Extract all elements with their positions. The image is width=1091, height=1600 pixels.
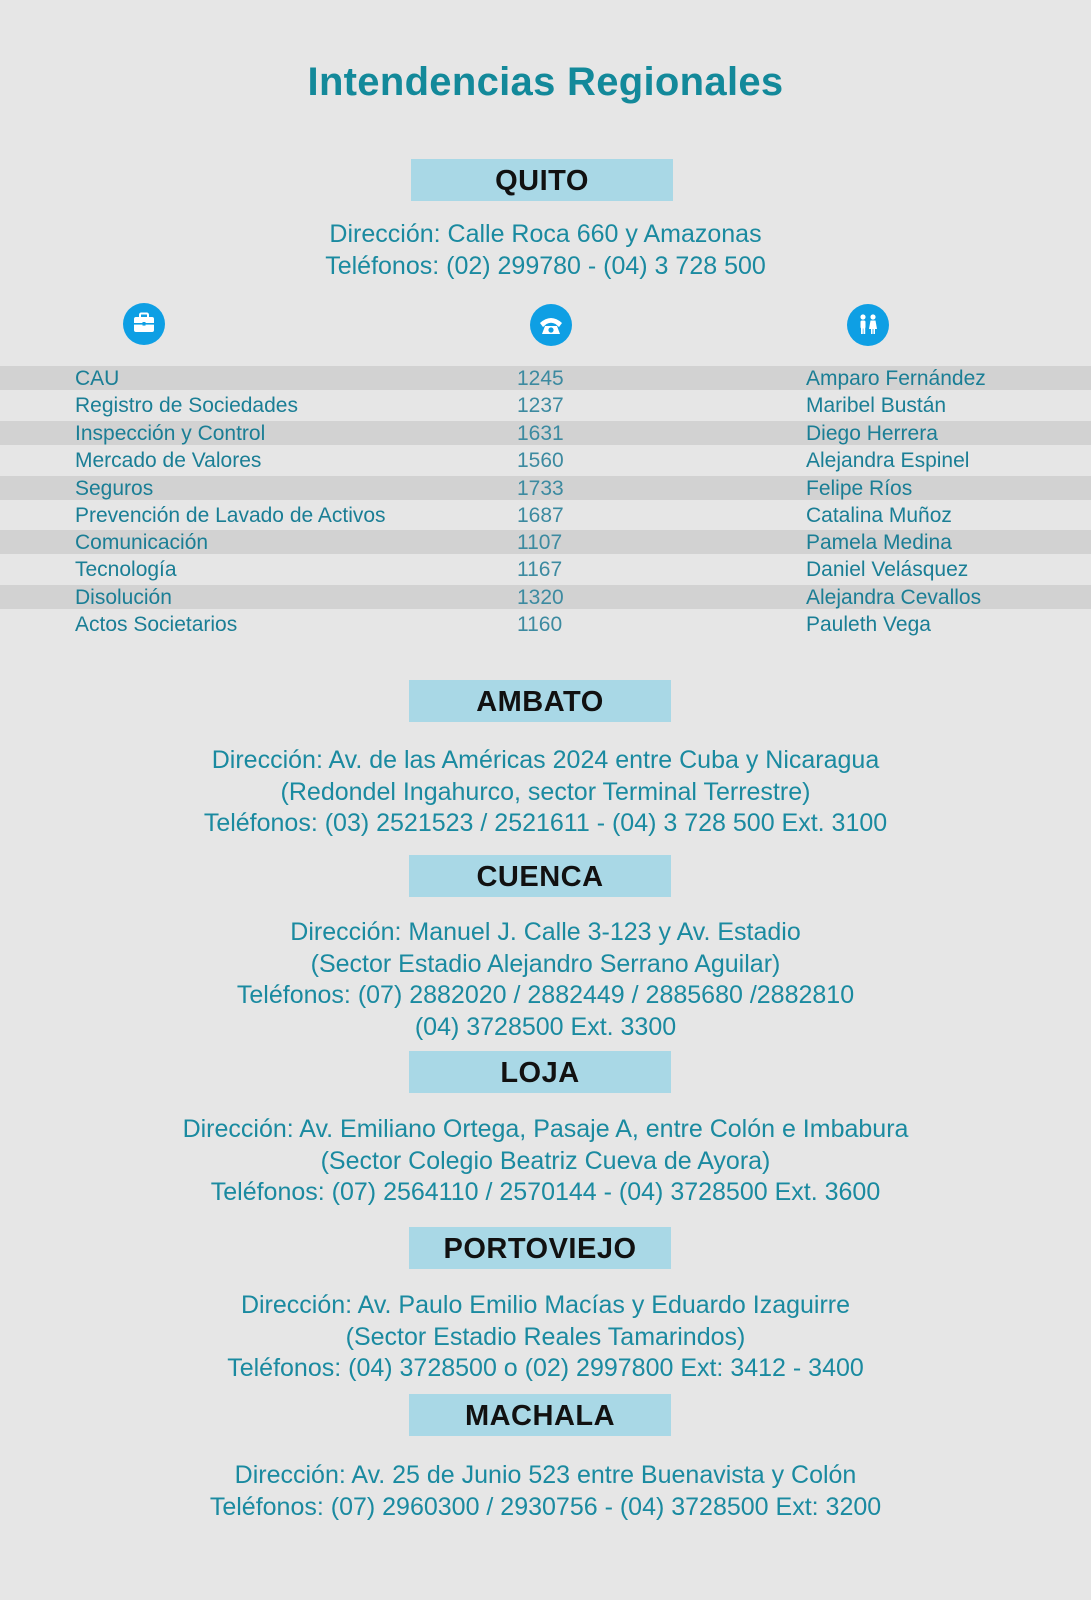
- portoviejo-info: [0, 1290, 1091, 1385]
- area-cell: Inspección y Control: [75, 422, 266, 445]
- city-label-machala: MACHALA: [409, 1394, 671, 1436]
- extension-cell: 1167: [517, 558, 563, 581]
- table-row: [0, 476, 1091, 500]
- contact-name-cell: Pauleth Vega: [806, 613, 931, 636]
- ambato-phones: Teléfonos: (03) 2521523 / 2521611 - (04) 3 728 500 Ext. 3100: [203, 809, 888, 837]
- area-cell: Registro de Sociedades: [75, 394, 298, 417]
- telephone-icon: [530, 304, 572, 346]
- extension-cell: 1320: [517, 586, 564, 609]
- page-title: Intendencias Regionales: [307, 60, 784, 104]
- contact-name-cell: Daniel Velásquez: [806, 558, 969, 581]
- extension-cell: 1107: [517, 531, 563, 554]
- cuenca-phones: Teléfonos: (07) 2882020 / 2882449 / 2885680 /2882810: [236, 981, 855, 1009]
- cuenca-phones-ext: (04) 3728500 Ext. 3300: [414, 1012, 677, 1041]
- area-cell: Comunicación: [75, 531, 209, 554]
- extension-cell: 1687: [517, 504, 564, 527]
- loja-reference: (Sector Colegio Beatriz Cueva de Ayora): [320, 1146, 771, 1175]
- portoviejo-address: Dirección: Av. Paulo Emilio Macías y Eduardo Izaguirre: [240, 1291, 851, 1319]
- loja-info: [0, 1114, 1091, 1209]
- area-cell: CAU: [75, 367, 120, 390]
- table-row: [0, 585, 1091, 609]
- extension-cell: 1631: [517, 422, 564, 445]
- ambato-reference: (Redondel Ingahurco, sector Terminal Terrestre): [280, 777, 811, 806]
- table-row: [0, 421, 1091, 445]
- table-row: [0, 503, 1091, 527]
- contact-name-cell: Pamela Medina: [806, 531, 952, 554]
- city-label-loja: LOJA: [409, 1051, 671, 1093]
- people-icon: [847, 304, 889, 346]
- city-label-quito: QUITO: [411, 159, 673, 201]
- ambato-address: Dirección: Av. de las Américas 2024 entre Cuba y Nicaragua: [211, 746, 880, 774]
- loja-address: Dirección: Av. Emiliano Ortega, Pasaje A, entre Colón e Imbabura: [182, 1115, 909, 1143]
- contact-name-cell: Felipe Ríos: [806, 477, 913, 500]
- city-label-cuenca: CUENCA: [409, 855, 671, 897]
- cuenca-info: [0, 917, 1091, 1043]
- extension-cell: 1237: [517, 394, 564, 417]
- machala-phones: Teléfonos: (07) 2960300 / 2930756 - (04) 3728500 Ext: 3200: [209, 1492, 882, 1521]
- contact-name-cell: Diego Herrera: [806, 422, 938, 445]
- quito-address: Dirección: Calle Roca 660 y Amazonas: [329, 220, 762, 248]
- cuenca-address: Dirección: Manuel J. Calle 3-123 y Av. Estadio: [290, 918, 801, 946]
- contact-name-cell: Amparo Fernández: [806, 367, 986, 390]
- loja-phones: Teléfonos: (07) 2564110 / 2570144 - (04) 3728500 Ext. 3600: [210, 1178, 881, 1206]
- extension-cell: 1733: [517, 477, 564, 500]
- area-cell: Tecnología: [75, 558, 177, 581]
- machala-address: Dirección: Av. 25 de Junio 523 entre Buenavista y Colón: [234, 1461, 857, 1489]
- city-label-ambato: AMBATO: [409, 680, 671, 722]
- ambato-info: [0, 745, 1091, 840]
- area-cell: Mercado de Valores: [75, 449, 262, 472]
- contact-name-cell: Maribel Bustán: [806, 394, 947, 417]
- table-row: [0, 393, 1091, 417]
- cuenca-reference: (Sector Estadio Alejandro Serrano Aguilar): [310, 949, 781, 978]
- machala-info: [0, 1460, 1091, 1523]
- contact-name-cell: Catalina Muñoz: [806, 504, 952, 527]
- table-row: [0, 612, 1091, 636]
- contact-name-cell: Alejandra Espinel: [806, 449, 970, 472]
- table-row: [0, 448, 1091, 472]
- portoviejo-reference: (Sector Estadio Reales Tamarindos): [345, 1322, 746, 1351]
- area-cell: Prevención de Lavado de Activos: [75, 504, 386, 527]
- briefcase-icon: [123, 303, 165, 345]
- area-cell: Disolución: [75, 586, 172, 609]
- table-row: [0, 530, 1091, 554]
- area-cell: Actos Societarios: [75, 613, 238, 636]
- extension-cell: 1560: [517, 449, 564, 472]
- area-cell: Seguros: [75, 477, 154, 500]
- contact-name-cell: Alejandra Cevallos: [806, 586, 982, 609]
- extension-cell: 1245: [517, 367, 564, 390]
- city-label-portoviejo: PORTOVIEJO: [409, 1227, 671, 1269]
- portoviejo-phones: Teléfonos: (04) 3728500 o (02) 2997800 Ext: 3412 - 3400: [227, 1354, 864, 1382]
- quito-info: [0, 219, 1091, 282]
- table-row: [0, 557, 1091, 581]
- quito-phones: Teléfonos: (02) 299780 - (04) 3 728 500: [325, 251, 766, 280]
- table-row: [0, 366, 1091, 390]
- extension-cell: 1160: [517, 613, 563, 636]
